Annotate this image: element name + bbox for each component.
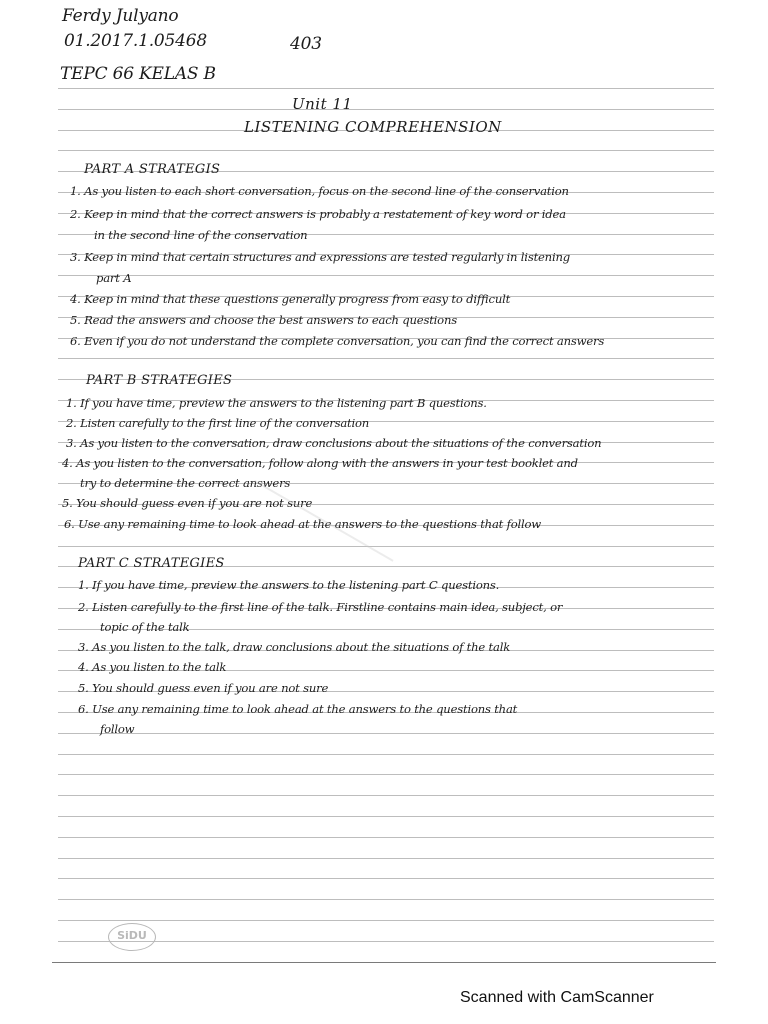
part-b-item-4: 4. As you listen to the conversation, follow along with the answers in your test booklet and bbox=[62, 456, 578, 470]
ruled-line bbox=[58, 109, 714, 110]
part-a-item-2-cont: in the second line of the conservation bbox=[94, 228, 308, 242]
ruled-line bbox=[58, 774, 714, 775]
ruled-line bbox=[58, 941, 714, 942]
part-c-item-5: 5. You should guess even if you are not sure bbox=[78, 681, 329, 695]
part-c-item-6: 6. Use any remaining time to look ahead at the answers to the questions that bbox=[78, 702, 518, 716]
part-b-item-2: 2. Listen carefully to the first line of the conversation bbox=[66, 416, 370, 430]
part-c-item-4: 4. As you listen to the talk bbox=[78, 660, 227, 674]
ruled-line bbox=[58, 795, 714, 796]
ruled-line bbox=[58, 837, 714, 838]
sidu-logo-text: SiDU bbox=[117, 929, 147, 942]
part-c-item-6-cont: follow bbox=[100, 722, 135, 736]
part-a-item-2: 2. Keep in mind that the correct answers is probably a restatement of key word or idea bbox=[70, 207, 566, 221]
ruled-line bbox=[58, 275, 714, 276]
camscanner-watermark: Scanned with CamScanner bbox=[460, 989, 654, 1006]
part-c-item-1: 1. If you have time, preview the answers to the listening part C questions. bbox=[78, 578, 500, 592]
unit-subtitle: LISTENING COMPREHENSION bbox=[244, 118, 502, 136]
unit-title: Unit 11 bbox=[292, 95, 353, 113]
page-number: 403 bbox=[290, 34, 322, 54]
part-b-item-6: 6. Use any remaining time to look ahead at the answers to the questions that follow bbox=[64, 517, 542, 531]
student-name: Ferdy Julyano bbox=[62, 6, 179, 26]
part-a-item-6: 6. Even if you do not understand the complete conversation, you can find the correct answers bbox=[70, 334, 605, 348]
part-c-item-2: 2. Listen carefully to the first line of the talk. Firstline contains main idea, subject, or bbox=[78, 600, 563, 614]
ruled-line bbox=[58, 754, 714, 755]
page-bottom-edge bbox=[52, 962, 716, 963]
student-id: 01.2017.1.05468 bbox=[64, 31, 208, 51]
part-a-item-3-cont: part A bbox=[96, 271, 132, 285]
part-b-item-5: 5. You should guess even if you are not sure bbox=[62, 496, 313, 510]
part-a-item-5: 5. Read the answers and choose the best answers to each questions bbox=[70, 313, 457, 327]
ruled-line bbox=[58, 88, 714, 89]
sidu-logo bbox=[108, 923, 156, 951]
ruled-line bbox=[58, 899, 714, 900]
part-a-item-1: 1. As you listen to each short conversation, focus on the second line of the conservation bbox=[70, 184, 569, 198]
ruled-line bbox=[58, 920, 714, 921]
part-a-item-4: 4. Keep in mind that these questions generally progress from easy to difficult bbox=[70, 292, 511, 306]
ruled-line bbox=[58, 546, 714, 547]
part-b-heading: PART B STRATEGIES bbox=[86, 373, 233, 388]
ruled-line bbox=[58, 358, 714, 359]
ruled-line bbox=[58, 858, 714, 859]
part-c-item-3: 3. As you listen to the talk, draw conclusions about the situations of the talk bbox=[78, 640, 511, 654]
class-label: TEPC 66 KELAS B bbox=[60, 64, 216, 84]
part-a-item-3: 3. Keep in mind that certain structures and expressions are tested regularly in listening bbox=[70, 250, 570, 264]
ruled-line bbox=[58, 878, 714, 879]
ruled-line bbox=[58, 150, 714, 151]
part-a-heading: PART A STRATEGIS bbox=[84, 162, 221, 177]
ruled-line bbox=[58, 733, 714, 734]
part-c-heading: PART C STRATEGIES bbox=[78, 556, 225, 571]
part-b-item-4-cont: try to determine the correct answers bbox=[80, 476, 291, 490]
part-c-item-2-cont: topic of the talk bbox=[100, 620, 190, 634]
ruled-line bbox=[58, 816, 714, 817]
part-b-item-1: 1. If you have time, preview the answers to the listening part B questions. bbox=[66, 396, 487, 410]
part-b-item-3: 3. As you listen to the conversation, draw conclusions about the situations of the conversation bbox=[66, 436, 602, 450]
